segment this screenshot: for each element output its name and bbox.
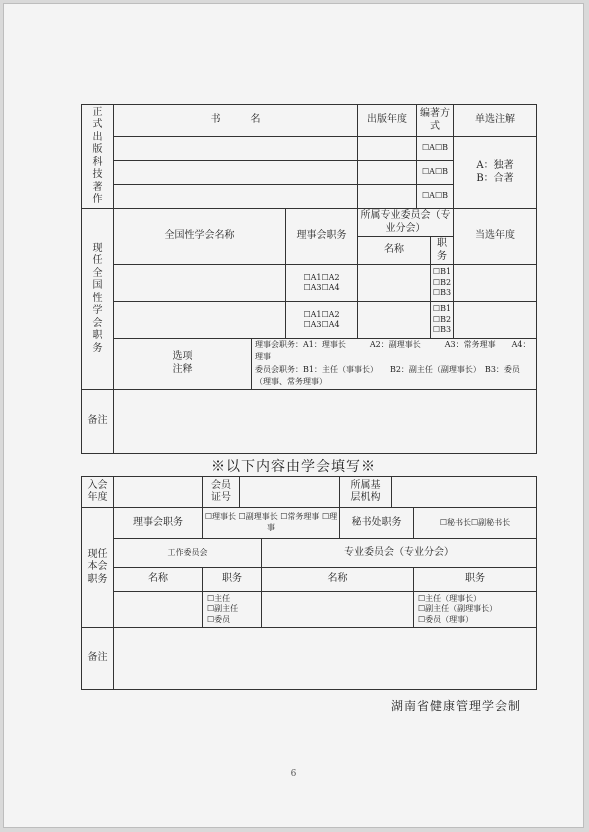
book-title-cell[interactable] bbox=[114, 137, 358, 161]
notes-text: 理事会职务：A1：理事长 A2：副理事长 A3：常务理事 A4：理事 委员会职务：B1：主任（事事长） B2：副主任（副理事长） B3：委员（理事、常务理事） bbox=[252, 339, 537, 390]
remarks-label: 备注 bbox=[82, 628, 114, 690]
work-name-cell[interactable] bbox=[114, 592, 203, 628]
remarks-cell[interactable] bbox=[114, 628, 537, 690]
works-row-label: 正式出版科技著作 bbox=[82, 105, 114, 209]
author-type-header: 编著方式 bbox=[417, 105, 454, 137]
publish-year-cell[interactable] bbox=[358, 161, 417, 185]
society-fill-table bbox=[81, 476, 537, 690]
society-name-cell[interactable] bbox=[114, 265, 286, 302]
work-committee-header: 工作委员会 bbox=[114, 539, 262, 568]
book-title-cell[interactable] bbox=[114, 185, 358, 209]
book-title-header: 书 名 bbox=[114, 105, 358, 137]
committee-header: 所属专业委员会（专业分会） bbox=[358, 209, 454, 237]
secretariat-label: 秘书处职务 bbox=[340, 508, 414, 539]
single-explain-header: 单选注解 bbox=[454, 105, 537, 137]
special-post-header: 职务 bbox=[414, 568, 537, 592]
society-row-label: 现任全国性学会职务 bbox=[82, 209, 114, 390]
secretariat-options[interactable]: ☐秘书长☐副秘书长 bbox=[414, 508, 537, 539]
grassroots-label: 所属基层机构 bbox=[340, 477, 392, 508]
council-post-label: 理事会职务 bbox=[114, 508, 203, 539]
join-year-cell[interactable] bbox=[114, 477, 203, 508]
special-committee-header: 专业委员会（专业分会） bbox=[262, 539, 537, 568]
work-name-header: 名称 bbox=[114, 568, 203, 592]
special-post-options[interactable]: ☐主任（理事长） ☐副主任（副理事长） ☐委员（理事） bbox=[414, 592, 537, 628]
committee-name-header: 名称 bbox=[358, 237, 431, 265]
work-post-header: 职务 bbox=[203, 568, 262, 592]
current-post-row-label: 现任本会职务 bbox=[82, 508, 114, 628]
committee-post-options[interactable]: ☐B1 ☐B2 ☐B3 bbox=[431, 302, 454, 339]
society-name-cell[interactable] bbox=[114, 302, 286, 339]
author-type-option[interactable]: ☐A☐B bbox=[417, 137, 454, 161]
special-name-cell[interactable] bbox=[262, 592, 414, 628]
remarks-label: 备注 bbox=[82, 389, 114, 453]
author-type-explain: A：独著 B：合著 bbox=[454, 137, 537, 209]
society-name-header: 全国性学会名称 bbox=[114, 209, 286, 265]
council-post-options[interactable]: ☐A1☐A2 ☐A3☐A4 bbox=[286, 302, 358, 339]
footer-organization: 湖南省健康管理学会制 bbox=[390, 699, 521, 713]
form-page bbox=[3, 3, 584, 828]
publish-year-header: 出版年度 bbox=[358, 105, 417, 137]
notes-label: 选项注释 bbox=[114, 339, 252, 390]
elected-year-header: 当选年度 bbox=[454, 209, 537, 265]
member-id-label: 会员证号 bbox=[203, 477, 240, 508]
personal-info-table bbox=[81, 104, 537, 454]
book-title-cell[interactable] bbox=[114, 161, 358, 185]
work-post-options[interactable]: ☐主任 ☐副主任 ☐委员 bbox=[203, 592, 262, 628]
committee-post-options[interactable]: ☐B1 ☐B2 ☐B3 bbox=[431, 265, 454, 302]
committee-post-header: 职务 bbox=[431, 237, 454, 265]
page-number: 6 bbox=[290, 769, 297, 779]
elected-year-cell[interactable] bbox=[454, 265, 537, 302]
author-type-option[interactable]: ☐A☐B bbox=[417, 161, 454, 185]
council-post-options[interactable]: ☐A1☐A2 ☐A3☐A4 bbox=[286, 265, 358, 302]
publish-year-cell[interactable] bbox=[358, 185, 417, 209]
author-type-option[interactable]: ☐A☐B bbox=[417, 185, 454, 209]
council-post-options[interactable]: ☐理事长 ☐副理事长 ☐常务理事 ☐理事 bbox=[203, 508, 340, 539]
member-id-cell[interactable] bbox=[240, 477, 340, 508]
grassroots-cell[interactable] bbox=[392, 477, 537, 508]
committee-name-cell[interactable] bbox=[358, 302, 431, 339]
special-name-header: 名称 bbox=[262, 568, 414, 592]
section-title: ※以下内容由学会填写※ bbox=[211, 459, 376, 475]
join-year-label: 入会年度 bbox=[82, 477, 114, 508]
elected-year-cell[interactable] bbox=[454, 302, 537, 339]
publish-year-cell[interactable] bbox=[358, 137, 417, 161]
remarks-cell[interactable] bbox=[114, 389, 537, 453]
council-post-header: 理事会职务 bbox=[286, 209, 358, 265]
committee-name-cell[interactable] bbox=[358, 265, 431, 302]
